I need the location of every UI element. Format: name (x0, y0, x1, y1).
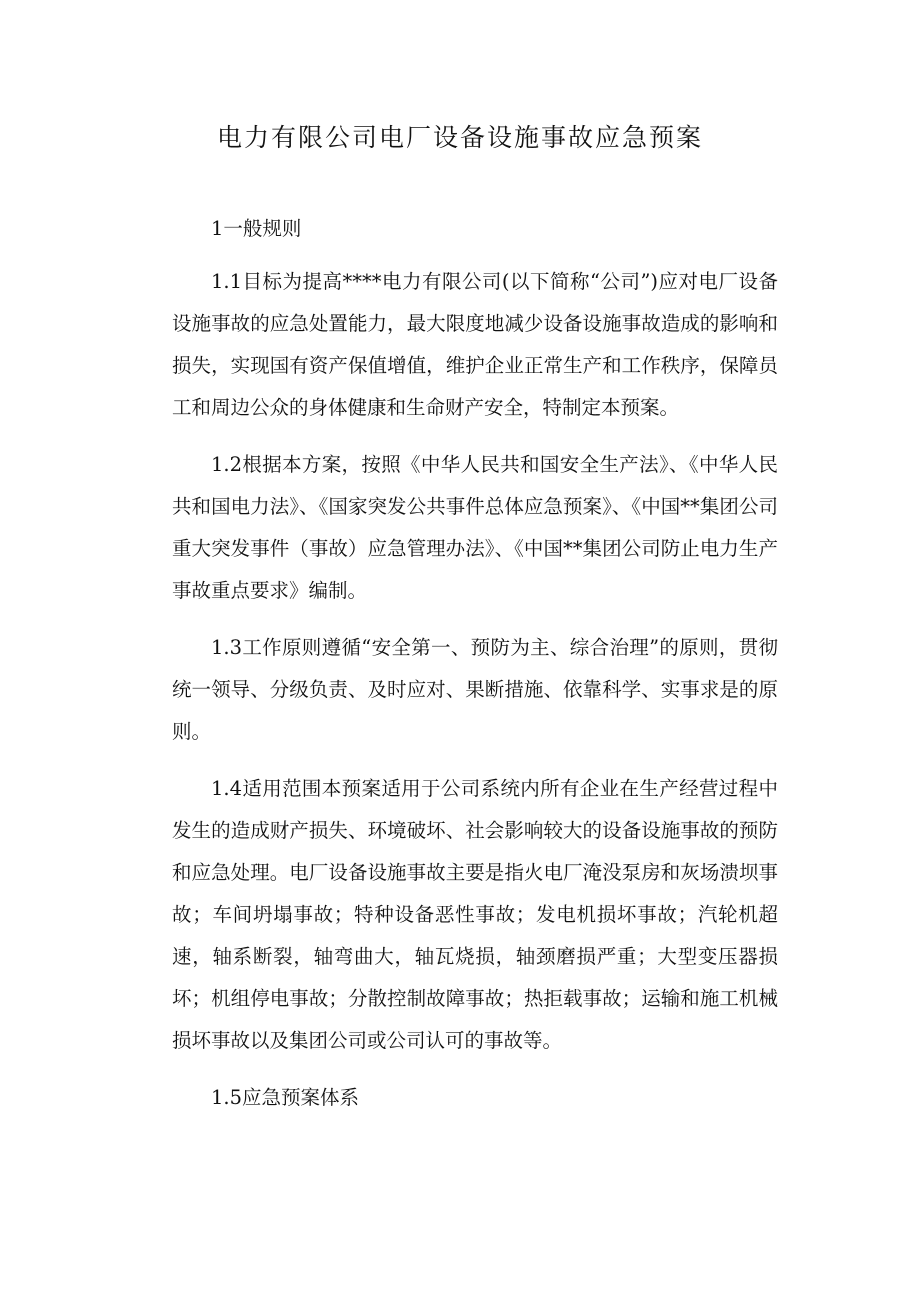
document-title: 电力有限公司电厂设备设施事故应急预案 (216, 123, 703, 152)
paragraph-1-1-objective: 1.1目标为提高****电力有限公司(以下简称“公司”)应对电厂设备设施事故的应急处置能力，最大限度地减少设备设施事故造成的影响和损失，实现国有资产保值增值，维护企业正常生产和工作秩序，保障员工和周边公众的身体健康和生命财产安全，特制定本预案。 (172, 270, 778, 419)
section-heading-general-rules: 1一般规则 (211, 217, 302, 240)
document-body (172, 208, 778, 1119)
paragraph-1-3-principles: 1.3工作原则遵循“安全第一、预防为主、综合治理”的原则，贯彻统一领导、分级负责、及时应对、果断措施、依靠科学、实事求是的原则。 (172, 636, 778, 743)
paragraph-1-2-basis: 1.2根据本方案，按照《中华人民共和国安全生产法》、《中华人民共和国电力法》、《国家突发公共事件总体应急预案》、《中国**集团公司重大突发事件（事故）应急管理办法》、《中国**集团公司防止电力生产事故重点要求》编制。 (172, 453, 778, 602)
paragraph-1-5-system: 1.5应急预案体系 (211, 1086, 360, 1109)
paragraph-1-4-scope: 1.4适用范围本预案适用于公司系统内所有企业在生产经营过程中发生的造成财产损失、环境破坏、社会影响较大的设备设施事故的预防和应急处理。电厂设备设施事故主要是指火电厂淹没泵房和灰场溃坝事故；车间坍塌事故；特种设备恶性事故；发电机损坏事故；汽轮机超速，轴系断裂，轴弯曲大，轴瓦烧损，轴颈磨损严重；大型变压器损坏；机组停电事故；分散控制故障事故；热拒载事故；运输和施工机械损坏事故以及集团公司或公司认可的事故等。 (172, 777, 778, 1052)
